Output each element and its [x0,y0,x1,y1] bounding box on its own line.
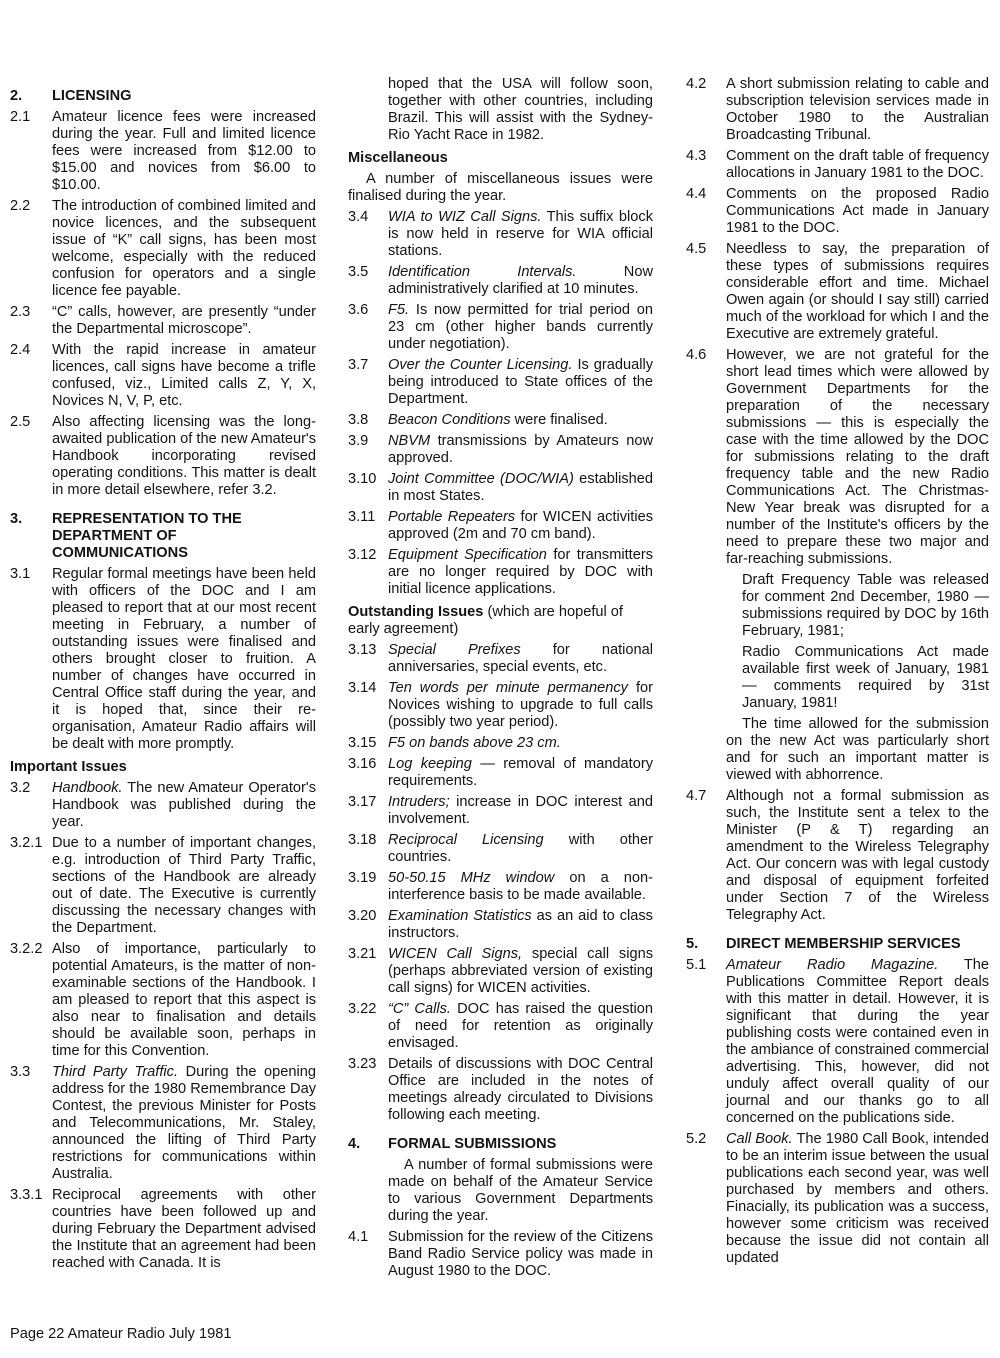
paragraph-body: Now administratively clarified at 10 minutes. [388,264,653,297]
numbered-paragraph [348,264,653,298]
italic-lead: “C” Calls. [388,1001,451,1017]
paragraph-number: 3.10 [348,471,377,487]
numbered-paragraph [348,870,653,904]
paragraph-text [10,1187,316,1272]
paragraph-number: 3.12 [348,547,377,563]
continued-paragraph: hoped that the USA will follow soon, together with other countries, including Brazil. This will assist with the Sydney-Rio Yacht Race in 1982. [388,76,653,143]
numbered-paragraph [686,347,989,568]
paragraph-number: 4.3 [686,148,707,164]
numbered-paragraph [348,302,653,353]
paragraph-text [10,109,316,194]
paragraph-body: The Publications Committee Report deals with this matter in detail. However, it is significant that during the year publishing costs were contained even in the ambiance of constrained commercial advertising. This, however, did not unduly affect overall quality of our journal and our thanks go to all concerned on the publications side. [726,957,989,1126]
paragraph-number: 3.3 [10,1064,31,1080]
section-number: 5. [686,936,699,952]
paragraph-text [348,264,653,298]
paragraph-text [348,946,653,997]
italic-lead: WICEN Call Signs, [388,946,523,962]
paragraph-number: 3.16 [348,756,377,772]
paragraph-body: for transmitters are no longer required by DOC with initial licence applications. [388,547,653,597]
paragraph-body: With the rapid increase in amateur licences, call signs have become a trifle confused, viz., Limited calls Z, Y, X, Novices N, V, P, etc. [52,342,316,409]
subheading [10,759,316,776]
paragraph-number: 3.19 [348,870,377,886]
paragraph-body: A short submission relating to cable and subscription television services made in October 1980 to the Australian Broadcasting Tribunal. [726,76,989,143]
numbered-paragraph [686,76,989,144]
text-column-1 [10,76,316,1276]
numbered-paragraph [10,414,316,499]
paragraph-text [348,471,653,505]
paragraph-text [10,304,316,338]
numbered-paragraph [10,835,316,937]
numbered-paragraph [10,1187,316,1272]
paragraph-text [348,302,653,353]
quoted-date-note: Radio Communications Act made available first week of January, 1981 — comments required by 31st January, 1981! [742,644,989,711]
numbered-paragraph [348,794,653,828]
paragraph-body: for Novices wishing to upgrade to full calls (possibly two year period). [388,680,653,730]
italic-lead: 50-50.15 MHz window [388,870,555,886]
paragraph-number: 3.15 [348,735,377,751]
italic-lead: Identification Intervals. [388,264,577,280]
section-heading [686,936,989,953]
paragraph-number: 3.20 [348,908,377,924]
paragraph-body: Also of importance, particularly to potential Amateurs, is the matter of non-examinable sections of the Handbook. I am pleased to report that this aspect is also near to finalisation and details should be available soon, perhaps in time for this Convention. [52,941,316,1059]
paragraph-text [686,241,989,343]
numbered-paragraph [10,198,316,300]
section-number: 2. [10,88,23,104]
numbered-paragraph [348,471,653,505]
paragraph-body: were finalised. [510,412,608,428]
numbered-paragraph [10,1064,316,1183]
numbered-paragraph [10,780,316,831]
numbered-paragraph [348,209,653,260]
paragraph-number: 3.7 [348,357,369,373]
paragraph-text [10,342,316,410]
paragraph-body: A number of formal submissions were made on behalf of the Amateur Service to various Government Departments during the year. [388,1157,653,1224]
italic-lead: Joint Committee (DOC/WIA) [388,471,574,487]
numbered-paragraph [348,1001,653,1052]
paragraph-number: 3.2.1 [10,835,43,851]
paragraph-body: transmissions by Amateurs now approved. [388,433,653,466]
paragraph-number: 3.17 [348,794,377,810]
paragraph-body: — removal of mandatory requirements. [388,756,653,789]
paragraph-number: 3.3.1 [10,1187,43,1203]
paragraph-text [348,433,653,467]
paragraph-number: 4.2 [686,76,707,92]
paragraph-body: The new Amateur Operator's Handbook was published during the year. [52,780,316,830]
paragraph-number: 4.5 [686,241,707,257]
paragraph-body: DOC has raised the question of need for retention as originally envisaged. [388,1001,653,1051]
numbered-paragraph [686,186,989,237]
italic-lead: Third Party Traffic. [52,1064,178,1080]
quoted-date-note: Draft Frequency Table was released for comment 2nd December, 1980 — submissions required by DOC by 16th February, 1981; [742,572,989,639]
numbered-paragraph [348,832,653,866]
paragraph-text [348,357,653,408]
paragraph-text [10,198,316,300]
italic-lead: WIA to WIZ Call Signs. [388,209,542,225]
paragraph-number: 3.1 [10,566,31,582]
subheading-title: Miscellaneous [348,150,448,166]
numbered-paragraph [10,342,316,410]
italic-lead: F5. [388,302,410,318]
paragraph-text [348,680,653,731]
paragraph-body: The time allowed for the submission on the new Act was particularly short and for such an important matter is viewed with abhorrence. [726,716,989,783]
numbered-paragraph [348,680,653,731]
numbered-paragraph [348,946,653,997]
numbered-paragraph [10,304,316,338]
paragraph-body: This suffix block is now held in reserve for WIA official stations. [388,209,653,259]
numbered-paragraph [348,735,653,752]
paragraph-text [348,547,653,598]
paragraph-number: 3.21 [348,946,377,962]
paragraph-number: 2.5 [10,414,31,430]
paragraph-body: Is gradually being introduced to State offices of the Department. [388,357,653,407]
paragraph-text [348,756,653,790]
section-heading [10,511,316,562]
paragraph-number: 3.23 [348,1056,377,1072]
paragraph-body: Comments on the proposed Radio Communications Act made in January 1981 to the DOC. [726,186,989,236]
italic-lead: Intruders; [388,794,450,810]
paragraph-number: 3.8 [348,412,369,428]
paragraph: A number of miscellaneous issues were finalised during the year. [348,171,653,204]
numbered-paragraph [10,566,316,753]
numbered-paragraph [686,957,989,1127]
paragraph-body: Also affecting licensing was the long-awaited publication of the new Amateur's Handbook incorporating revised operating conditions. This matter is dealt in more detail elsewhere, refer 3.2. [52,414,317,498]
paragraph-number: 5.1 [686,957,707,973]
italic-lead: Portable Repeaters [388,509,516,525]
numbered-paragraph [348,908,653,942]
paragraph-number: 3.9 [348,433,369,449]
paragraph-body: Needless to say, the preparation of these types of submissions requires considerable effort and time. Michael Owen again (or should I say still) carried much of the workload for which I and the Executive are extremely grateful. [726,241,989,342]
paragraph-number: 3.22 [348,1001,377,1017]
paragraph-body: established in most States. [388,471,653,504]
numbered-paragraph [10,941,316,1060]
section-heading [10,88,316,105]
italic-lead: Over the Counter Licensing. [388,357,573,373]
numbered-paragraph [686,788,989,924]
paragraph-body: Is now permitted for trial period on 23 cm (other higher bands currently under negotiation). [388,302,653,352]
section-number: 4. [348,1136,361,1152]
paragraph-text [348,1001,653,1052]
paragraph-body: Although not a formal submission as such, the Institute sent a telex to the Minister (P & T) regarding an amendment to the Wireless Telegraphy Act. Our concern was with legal custody and disposal of equipment forfeited under Section 7 of the Wireless Telegraphy Act. [726,788,989,923]
paragraph-body: The introduction of combined limited and novice licences, and the subsequent issue of “K” call signs, has been most welcome, especially with the reduced confusion for operators and a single licence fee payable. [52,198,316,299]
section-title: LICENSING [52,88,132,104]
paragraph [686,716,989,784]
paragraph-text [348,832,653,866]
paragraph-body: However, we are not grateful for the short lead times which were allowed by Government Departments for the preparation of the necessary submissions — this is especially the case with the time allowed by the DOC for submissions relating to the draft frequency table and the new Radio Communications Act. The Christmas-New Year break was disrupted for a number of the Institute's officers by the need to prepare these two major and far-reaching submissions. [726,347,989,567]
paragraph-number: 3.2.2 [10,941,43,957]
numbered-paragraph [348,509,653,543]
paragraph-number: 2.2 [10,198,31,214]
paragraph-text [686,957,989,1127]
italic-lead: Log keeping [388,756,472,772]
numbered-paragraph [348,547,653,598]
paragraph-text [10,835,316,937]
paragraph-body: During the opening address for the 1980 Remembrance Day Contest, the previous Minister for Posts and Telecommunications, Mr. Staley, announced the lifting of Third Party restrictions for communications within Australia. [52,1064,316,1182]
numbered-paragraph [686,1131,989,1267]
paragraph-text [348,870,653,904]
numbered-paragraph [686,148,989,182]
page-footer: Page 22 Amateur Radio July 1981 [10,1326,232,1342]
paragraph-number: 4.7 [686,788,707,804]
italic-lead: F5 on bands above 23 cm. [388,735,561,751]
paragraph-number: 4.6 [686,347,707,363]
paragraph-text [348,1056,653,1124]
paragraph-text [348,412,653,429]
paragraph-number: 3.14 [348,680,377,696]
text-column-3 [686,76,989,1271]
paragraph-number: 3.4 [348,209,369,225]
paragraph-body: as an aid to class instructors. [388,908,653,941]
subheading-title: Important Issues [10,759,127,775]
italic-lead: Special Prefixes [388,642,521,658]
paragraph-number: 2.3 [10,304,31,320]
paragraph-text [10,780,316,831]
paragraph-number: 3.18 [348,832,377,848]
paragraph-text [10,1064,316,1183]
paragraph-text [348,209,653,260]
paragraph-number: 3.5 [348,264,369,280]
subheading-title: Outstanding Issues [348,604,484,620]
paragraph-number: 2.4 [10,342,31,358]
italic-lead: Call Book. [726,1131,793,1147]
paragraph-text [686,76,989,144]
numbered-paragraph [348,642,653,676]
paragraph-text [686,347,989,568]
paragraph-text [10,414,316,499]
paragraph-text [10,566,316,753]
paragraph-text [686,1131,989,1267]
paragraph-text [348,735,653,752]
paragraph-text [348,908,653,942]
numbered-paragraph [348,1229,653,1280]
section-title: REPRESENTATION TO THE DEPARTMENT OF COMMUNICATIONS [52,511,242,561]
numbered-paragraph [348,433,653,467]
paragraph-body: with other countries. [388,832,653,865]
paragraph-text [348,794,653,828]
section-title: FORMAL SUBMISSIONS [388,1136,557,1152]
numbered-paragraph [348,1056,653,1124]
paragraph-body: for WICEN activities approved (2m and 70 cm band). [388,509,653,542]
subheading [348,150,653,167]
paragraph-text [686,186,989,237]
paragraph-number: 4.1 [348,1229,369,1245]
paragraph-body: Due to a number of important changes, e.g. introduction of Third Party Traffic, sections of the Handbook are already out of date. The Executive is currently discussing the necessary changes with the Department. [52,835,316,936]
paragraph-body: on a non-interference basis to be made available. [388,870,653,903]
paragraph-text [348,509,653,543]
paragraph-text [686,788,989,924]
italic-lead: Handbook. [52,780,123,796]
italic-lead: Beacon Conditions [388,412,511,428]
paragraph-body: Submission for the review of the Citizens Band Radio Service policy was made in August 1980 to the DOC. [388,1229,653,1279]
italic-lead: Amateur Radio Magazine. [726,957,939,973]
paragraph-number: 5.2 [686,1131,707,1147]
paragraph-body: Comment on the draft table of frequency allocations in January 1981 to the DOC. [726,148,989,181]
numbered-paragraph [348,357,653,408]
text-column-2 [348,76,653,1284]
paragraph [348,1157,653,1225]
paragraph-body: The 1980 Call Book, intended to be an interim issue between the usual publications each second year, was well purchased by members and others. Finacially, its publication was a success, however some criticism was received because the issue did not contain all updated [726,1131,990,1266]
numbered-paragraph [348,756,653,790]
paragraph-body: Details of discussions with DOC Central Office are included in the notes of meetings already circulated to Divisions following each meeting. [388,1056,653,1123]
paragraph-body: Amateur licence fees were increased during the year. Full and limited licence fees were increased from $12.00 to $15.00 and novices from $6.00 to $10.00. [52,109,316,193]
numbered-paragraph [348,412,653,429]
paragraph-body: Regular formal meetings have been held with officers of the DOC and I am pleased to report that at our most recent meeting in February, a number of outstanding issues were finalised and others brought closer to fruition. A number of changes have occurred in Central Office staff during the year, and it is hoped that, since their re-organisation, Amateur Radio affairs will be dealt with more promptly. [52,566,316,752]
paragraph-body: “C” calls, however, are presently “under the Departmental microscope”. [52,304,316,337]
paragraph-body: increase in DOC interest and involvement. [388,794,653,827]
paragraph-number: 3.6 [348,302,369,318]
subheading [348,604,653,638]
paragraph-text [686,148,989,182]
section-title: DIRECT MEMBERSHIP SERVICES [726,936,961,952]
italic-lead: Reciprocal Licensing [388,832,544,848]
paragraph-number: 2.1 [10,109,31,125]
numbered-paragraph [686,241,989,343]
section-heading [348,1136,653,1153]
paragraph-number: 3.2 [10,780,31,796]
section-number: 3. [10,511,23,527]
italic-lead: Equipment Specification [388,547,547,563]
paragraph-body: for national anniversaries, special events, etc. [388,642,653,675]
paragraph-text [10,941,316,1060]
italic-lead: Ten words per minute permanency [388,680,628,696]
paragraph-text [348,1229,653,1280]
italic-lead: Examination Statistics [388,908,532,924]
paragraph-text [348,642,653,676]
paragraph-body: Reciprocal agreements with other countries have been followed up and during February the Department advised the Institute that an agreement had been reached with Canada. It is [52,1187,316,1271]
paragraph-number: 3.11 [348,509,376,525]
paragraph-number: 3.13 [348,642,377,658]
paragraph-number: 4.4 [686,186,707,202]
numbered-paragraph [10,109,316,194]
italic-lead: NBVM [388,433,431,449]
paragraph-body: special call signs (perhaps abbreviated version of existing call signs) for WICEN activities. [388,946,653,996]
subheading-note: (which are hopeful of early agreement) [348,604,623,637]
